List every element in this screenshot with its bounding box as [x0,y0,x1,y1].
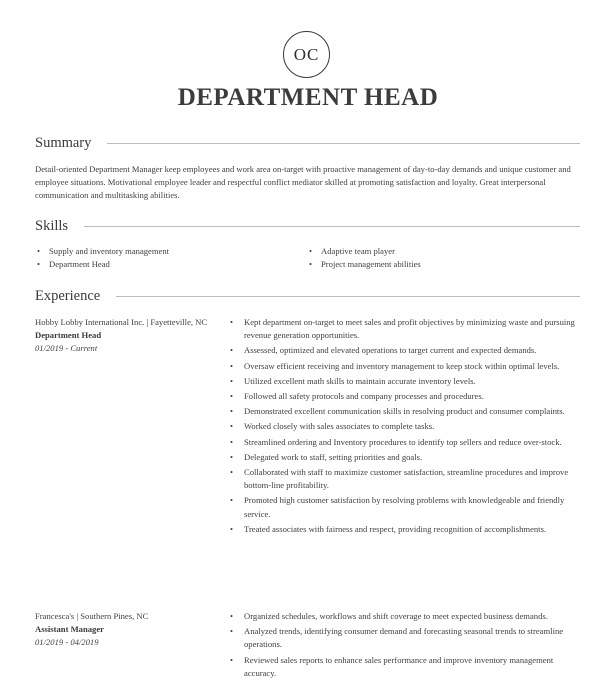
job-company: Francesca's | Southern Pines, NC [35,611,149,621]
job-meta [35,316,225,355]
responsibility-item: • Followed all safety protocols and company processes and procedures. [230,390,575,403]
skill-item: • Adaptive team player [307,245,567,258]
job-company: Hobby Lobby International Inc. | Fayetteville, NC [35,317,208,327]
responsibility-item: • Oversaw efficient receiving and inventory management to keep stock within optimal levels. [230,360,575,373]
responsibility-item: • Treated associates with fairness and respect, providing recognition of accomplishments. [230,523,575,536]
responsibility-item: • Organized schedules, workflows and shift coverage to meet expected business demands. [230,610,575,623]
skill-item: • Department Head [35,258,295,271]
job-dates: 01/2019 - Current [35,343,98,353]
summary-section-header [35,135,580,152]
job-responsibilities [230,610,575,682]
job-dates: 01/2019 - 04/2019 [35,637,99,647]
skill-item: • Project management abilities [307,258,567,271]
responsibility-item: • Promoted high customer satisfaction by resolving problems with knowledgeable and friendly service. [230,494,575,521]
skill-item: • Supply and inventory management [35,245,295,258]
skills-column-right [307,245,567,271]
resume-title: DEPARTMENT HEAD [177,84,439,111]
skills-column-left [35,245,295,271]
experience-section-header [35,288,580,305]
responsibility-item: • Assessed, optimized and elevated operations to target current and expected demands. [230,344,575,357]
skills-section-header [35,218,580,235]
skills-divider [84,226,580,227]
responsibility-item: • Worked closely with sales associates to complete tasks. [230,420,575,433]
job-role: Assistant Manager [35,624,104,634]
responsibility-item: • Demonstrated excellent communication skills in resolving product and consumer complaints. [230,405,575,418]
responsibility-item: • Streamlined ordering and Inventory procedures to identify top sellers and reduce over-stock. [230,436,575,449]
job-meta [35,610,225,649]
skills-heading: Skills [35,218,69,234]
monogram-badge: OC [283,31,330,78]
responsibility-item: • Utilized excellent math skills to maintain accurate inventory levels. [230,375,575,388]
responsibility-item: • Analyzed trends, identifying consumer demand and forecasting seasonal trends to streamline operations. [230,625,575,652]
summary-text: Detail-oriented Department Manager keep employees and work area on-target with proactive management of day-to-day demands and unique customer and employee situations. Motivational employee leader and respectful conflict mediator skilled at promoting satisfaction and loyalty. Great interpersonal communication and multitasking abilities. [35,164,571,200]
experience-heading: Experience [35,288,101,304]
experience-divider [116,296,580,297]
job-responsibilities [230,316,575,538]
responsibility-item: • Collaborated with staff to maximize customer satisfaction, streamline procedures and improve bottom-line profitability. [230,466,575,493]
responsibility-item: • Reviewed sales reports to enhance sales performance and improve inventory management accuracy. [230,654,575,681]
responsibility-item: • Kept department on-target to meet sales and profit objectives by minimizing waste and pursuing revenue generation opportunities. [230,316,575,343]
summary-heading: Summary [35,135,92,151]
job-role: Department Head [35,330,102,340]
summary-divider [107,143,580,144]
responsibility-item: • Delegated work to staff, setting priorities and goals. [230,451,575,464]
